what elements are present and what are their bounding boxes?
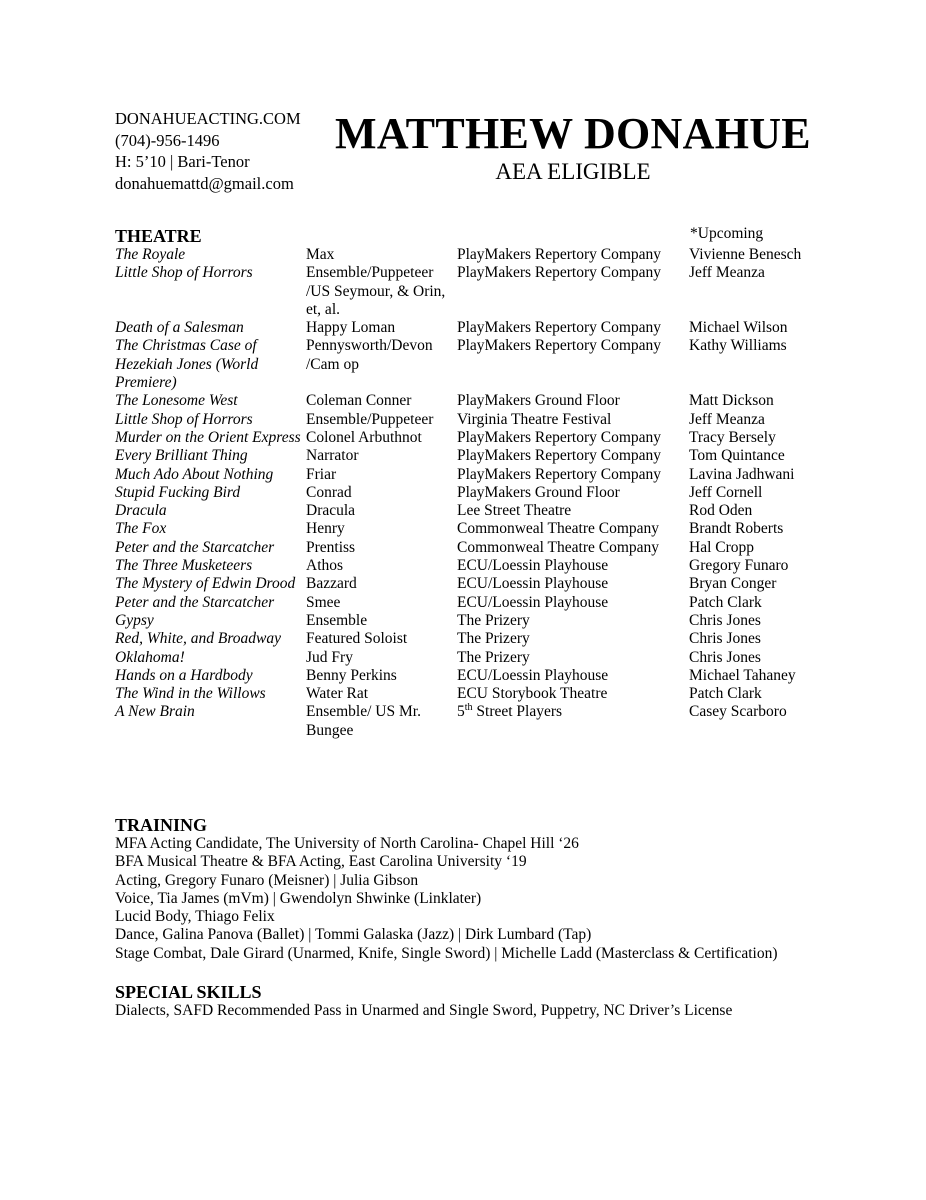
credits-table [115, 246, 815, 740]
credit-company: ECU/Loessin Playhouse [457, 593, 609, 611]
credit-company: The Prizery [457, 611, 530, 629]
credit-director: Tom Quintance [689, 447, 785, 465]
credit-director: Matt Dickson [689, 392, 774, 410]
credit-director: Brandt Roberts [689, 520, 784, 538]
credit-show: Hands on a Hardbody [115, 666, 253, 684]
credit-row [115, 429, 815, 447]
credit-company: ECU/Loessin Playhouse [457, 666, 609, 684]
credit-role: Ensemble/ US Mr. Bungee [306, 703, 421, 739]
credit-role: Prentiss [306, 538, 356, 556]
credit-role: Dracula [306, 502, 356, 520]
credit-show: Peter and the Starcatcher [115, 538, 275, 556]
credit-director: Rod Oden [689, 502, 753, 520]
credit-show: Dracula [115, 502, 167, 520]
credit-company: PlayMakers Repertory Company [457, 465, 662, 483]
credit-row [115, 703, 815, 740]
credit-row [115, 612, 815, 630]
credit-show: Little Shop of Horrors [115, 410, 253, 428]
credit-role: Featured Soloist [306, 630, 408, 648]
credit-row [115, 667, 815, 685]
credit-company [457, 703, 689, 740]
credit-row [115, 557, 815, 575]
credit-director: Casey Scarboro [689, 703, 787, 721]
credit-company: PlayMakers Repertory Company [457, 337, 662, 355]
credit-row [115, 575, 815, 593]
email-link[interactable]: donahuemattd@gmail.com [115, 173, 294, 193]
credit-row [115, 685, 815, 703]
credit-show: The Wind in the Willows [115, 685, 266, 703]
credit-director: Kathy Williams [689, 337, 787, 355]
credit-company: PlayMakers Ground Floor [457, 392, 620, 410]
credit-row [115, 392, 815, 410]
credit-role: Narrator [306, 447, 359, 465]
special-skills-section [115, 982, 815, 1020]
credit-show: The Fox [115, 520, 167, 538]
credit-role: Pennysworth/Devon /Cam op [306, 337, 433, 373]
credit-company: Lee Street Theatre [457, 502, 572, 520]
credit-show: The Mystery of Edwin Drood [115, 575, 296, 593]
training-line: Dance, Galina Panova (Ballet) | Tommi Galaska (Jazz) | Dirk Lumbard (Tap) [115, 926, 592, 944]
credit-show: Much Ado About Nothing [115, 465, 274, 483]
credit-director: Chris Jones [689, 648, 761, 666]
credit-row [115, 447, 815, 465]
credit-show: A New Brain [115, 703, 195, 721]
credit-company: ECU Storybook Theatre [457, 685, 608, 703]
credit-role: Happy Loman [306, 319, 396, 337]
credit-row [115, 466, 815, 484]
credit-role: Friar [306, 465, 337, 483]
credit-show: Murder on the Orient Express [115, 428, 301, 446]
theatre-section [115, 226, 815, 740]
credit-company: Commonweal Theatre Company [457, 538, 660, 556]
credit-role: Max [306, 246, 335, 263]
credit-row [115, 337, 815, 392]
credit-company: PlayMakers Repertory Company [457, 264, 662, 282]
credit-role: Ensemble [306, 611, 368, 629]
credit-role: Ensemble/Puppeteer [306, 410, 434, 428]
credit-show: Oklahoma! [115, 648, 185, 666]
credit-role: Conrad [306, 483, 352, 501]
height-voice: H: 5’10 | Bari-Tenor [115, 152, 250, 171]
credit-director: Bryan Conger [689, 575, 777, 593]
credit-director: Michael Tahaney [689, 666, 796, 684]
credit-show: The Lonesome West [115, 392, 238, 410]
credit-show: The Royale [115, 246, 186, 263]
credit-row [115, 246, 815, 264]
credit-role: Henry [306, 520, 345, 538]
credit-director: Jeff Meanza [689, 264, 765, 282]
credit-role: Smee [306, 593, 341, 611]
credit-company: Virginia Theatre Festival [457, 410, 612, 428]
header [330, 110, 816, 186]
training-line: Stage Combat, Dale Girard (Unarmed, Knife, Single Sword) | Michelle Ladd (Masterclass & Certification) [115, 944, 778, 962]
credit-row [115, 520, 815, 538]
credit-role: Colonel Arbuthnot [306, 428, 422, 446]
credit-row [115, 319, 815, 337]
credit-role: Coleman Conner [306, 392, 412, 410]
credit-show: Peter and the Starcatcher [115, 593, 275, 611]
training-line: Voice, Tia James (mVm) | Gwendolyn Shwinke (Linklater) [115, 889, 482, 907]
credit-company: Commonweal Theatre Company [457, 520, 660, 538]
credit-director: Jeff Cornell [689, 483, 763, 501]
credit-role: Athos [306, 557, 344, 575]
training-line: Acting, Gregory Funaro (Meisner) | Julia Gibson [115, 871, 419, 889]
training-section [115, 815, 815, 963]
credit-role: Jud Fry [306, 648, 353, 666]
upcoming-note: *Upcoming [690, 225, 764, 242]
credit-role: Ensemble/Puppeteer /US Seymour, & Orin, et, al. [306, 264, 446, 318]
credit-director: Hal Cropp [689, 538, 755, 556]
credit-director: Michael Wilson [689, 319, 788, 337]
credit-director: Patch Clark [689, 685, 762, 703]
website-link[interactable]: DONAHUEACTING.COM [115, 109, 301, 128]
actor-name: MATTHEW DONAHUE [335, 109, 811, 158]
credit-show: The Three Musketeers [115, 557, 253, 575]
credit-director: Patch Clark [689, 593, 762, 611]
credit-director: Vivienne Benesch [689, 246, 802, 263]
credit-row [115, 539, 815, 557]
credit-row [115, 502, 815, 520]
credit-role: Benny Perkins [306, 666, 397, 684]
training-line: Lucid Body, Thiago Felix [115, 908, 275, 926]
credit-role: Water Rat [306, 685, 369, 703]
credit-row [115, 484, 815, 502]
company-name: Street Players [472, 703, 563, 721]
training-heading: TRAINING [115, 815, 208, 835]
credit-show: Death of a Salesman [115, 319, 244, 337]
training-line: MFA Acting Candidate, The University of North Carolina- Chapel Hill ‘26 [115, 835, 579, 852]
credit-row [115, 594, 815, 612]
credit-role: Bazzard [306, 575, 357, 593]
credit-company: The Prizery [457, 648, 530, 666]
credit-company: The Prizery [457, 630, 530, 648]
union-status: AEA ELIGIBLE [495, 159, 651, 184]
phone-number: (704)-956-1496 [115, 130, 220, 150]
credit-show: Gypsy [115, 611, 154, 629]
credit-director: Chris Jones [689, 630, 761, 648]
credit-company: PlayMakers Repertory Company [457, 246, 662, 263]
credit-show: Red, White, and Broadway [115, 630, 282, 648]
credit-company: ECU/Loessin Playhouse [457, 557, 609, 575]
contact-info [115, 108, 301, 194]
credit-show: Every Brilliant Thing [115, 447, 248, 465]
credit-director: Lavina Jadhwani [689, 465, 795, 483]
credit-show: The Christmas Case of Hezekiah Jones (World Premiere) [115, 337, 259, 392]
credit-show: Little Shop of Horrors [115, 264, 253, 282]
company-number: 5 [457, 703, 465, 721]
theatre-heading: THEATRE [115, 226, 202, 246]
credit-director: Gregory Funaro [689, 557, 789, 575]
credit-company: ECU/Loessin Playhouse [457, 575, 609, 593]
credit-director: Chris Jones [689, 611, 761, 629]
credit-row [115, 630, 815, 648]
credit-show: Stupid Fucking Bird [115, 483, 241, 501]
training-line: BFA Musical Theatre & BFA Acting, East Carolina University ‘19 [115, 853, 527, 871]
skills-line: Dialects, SAFD Recommended Pass in Unarmed and Single Sword, Puppetry, NC Driver’s License [115, 1002, 733, 1019]
credit-director: Jeff Meanza [689, 410, 765, 428]
credit-company: PlayMakers Ground Floor [457, 483, 620, 501]
skills-heading: SPECIAL SKILLS [115, 982, 262, 1002]
credit-row [115, 411, 815, 429]
credit-company: PlayMakers Repertory Company [457, 447, 662, 465]
credit-row [115, 264, 815, 319]
credit-director: Tracy Bersely [689, 428, 776, 446]
credit-company: PlayMakers Repertory Company [457, 319, 662, 337]
company-ordinal: th [464, 702, 473, 714]
credit-company: PlayMakers Repertory Company [457, 428, 662, 446]
credit-row [115, 649, 815, 667]
